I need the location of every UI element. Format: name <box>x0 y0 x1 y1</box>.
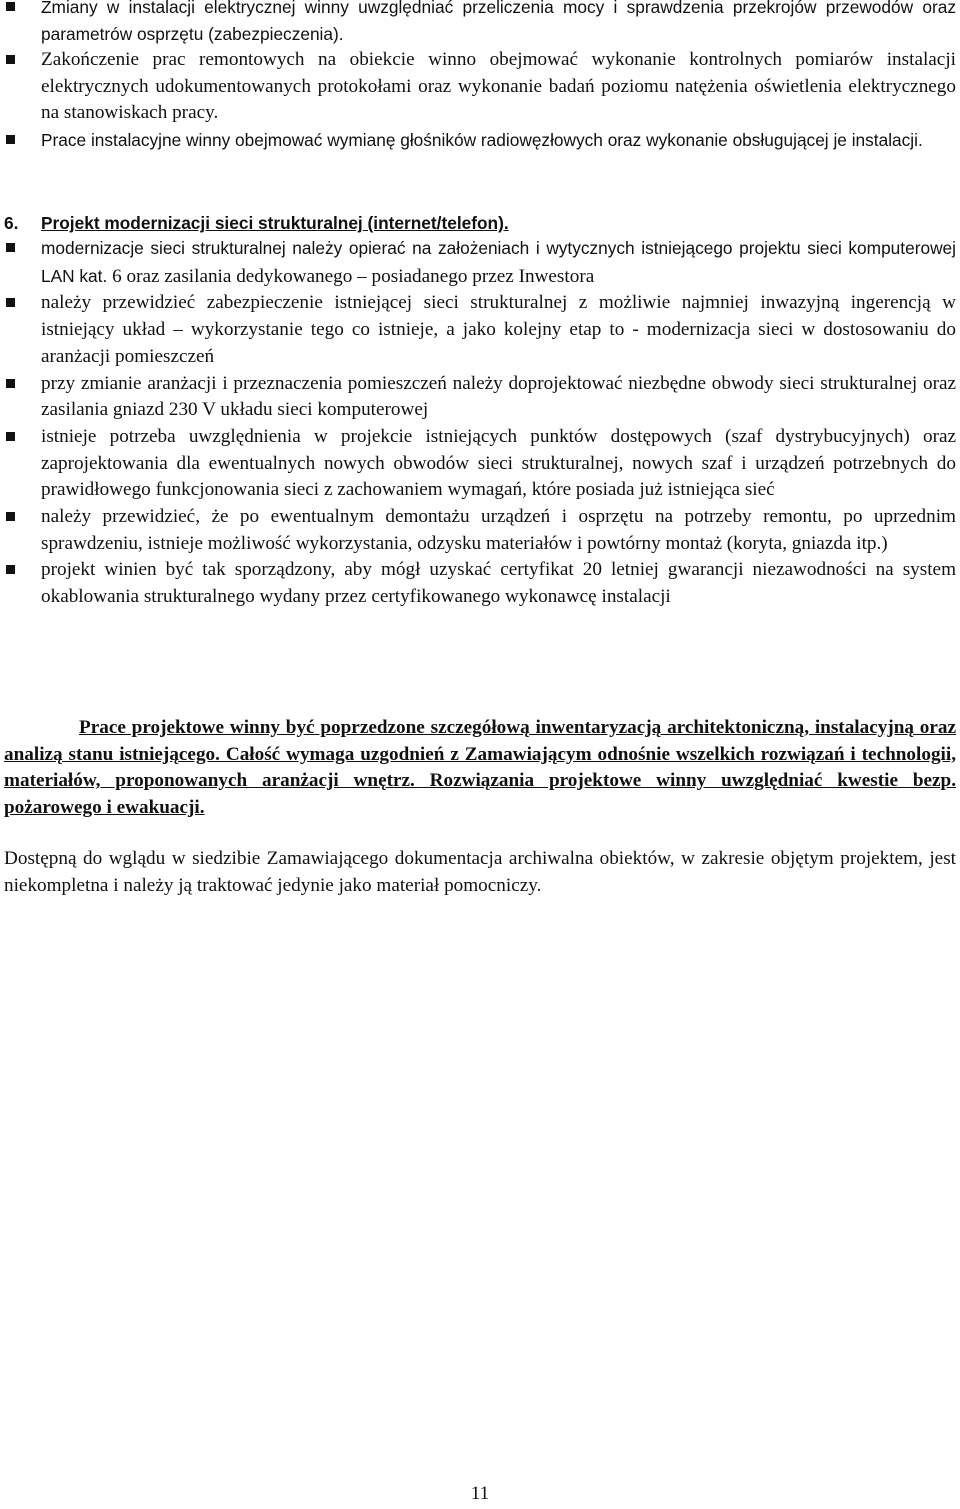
section-number: 6. <box>4 213 19 233</box>
list-item-text: modernizacje sieci strukturalnej należy opierać na założeniach i wytycznych istniejącego projektu sieci komputerowej LAN kat. <box>41 238 956 286</box>
list-item <box>4 47 956 127</box>
list-item-text: należy przewidzieć zabezpieczenie istniejącej sieci strukturalnej z możliwie najmniej inwazyjną ingerencją w istniejący układ – wykorzystanie tego co istnieje, a jako kolejny etap to - modernizacja sieci w dostosowaniu do aranżacji pomieszczeń <box>41 292 956 367</box>
section-heading <box>4 210 956 236</box>
list-item-text: istnieje potrzeba uwzględnienia w projekcie istniejących punktów dostępowych (szaf dystrybucyjnych) oraz zaprojektowania dla ewentualnych nowych obwodów sieci strukturalnej, nowych szaf i urządzeń potrzebnych do prawidłowego funkcjonowania sieci z zachowaniem wymagań, które posiada już istniejąca sieć <box>41 425 956 501</box>
square-bullet-icon <box>6 55 15 64</box>
electrical-requirements-list <box>4 0 956 153</box>
list-item-text: Prace instalacyjne winny obejmować wymianę głośników radiowęzłowych oraz wykonanie obsługującej je instalacji. <box>41 129 923 150</box>
square-bullet-icon <box>6 432 15 441</box>
list-item <box>4 557 956 610</box>
list-item <box>4 504 956 557</box>
list-item-text: projekt winien być tak sporządzony, aby mógł uzyskać certyfikat 20 letniej gwarancji niezawodności na system okablowania strukturalnego wydany przez certyfikowanego wykonawcę instalacji <box>41 559 956 608</box>
list-item <box>4 424 956 504</box>
list-item <box>4 0 956 47</box>
square-bullet-icon <box>6 2 15 11</box>
list-item-text-continued: 6 oraz zasilania dedykowanego – posiadanego przez Inwestora <box>107 265 595 287</box>
list-item <box>4 371 956 424</box>
list-item-text: Zakończenie prac remontowych na obiekcie winno obejmować wykonanie kontrolnych pomiarów instalacji elektrycznych udokumentowanych protokołami oraz wykonanie badań poziomu natężenia oświetlenia elektrycznego na stanowiskach pracy. <box>41 49 956 123</box>
list-item <box>4 127 956 154</box>
network-requirements-list <box>4 235 956 611</box>
list-item-text: przy zmianie aranżacji i przeznaczenia pomieszczeń należy doprojektować niezbędne obwody sieci strukturalnej oraz zasilania gniazd 230 V układu sieci komputerowej <box>41 372 956 421</box>
page-number: 11 <box>470 1483 490 1504</box>
square-bullet-icon <box>6 243 15 252</box>
square-bullet-icon <box>6 512 15 521</box>
requirements-notice-paragraph: Prace projektowe winny być poprzedzone szczegółową inwentaryzacją architektoniczną, instalacyjną oraz analizą stanu istniejącego. Całość wymaga uzgodnień z Zamawiającym odnośnie wszelkich rozwiązań i technologii, materiałów, proponowanych aranżacji wnętrz. Rozwiązania projektowe winny uwzględniać kwestie bezp. pożarowego i ewakuacji. <box>4 717 956 818</box>
archival-documentation-paragraph: Dostępną do wglądu w siedzibie Zamawiającego dokumentacja archiwalna obiektów, w zakresie objętym projektem, jest niekompletna i należy ją traktować jedynie jako materiał pomocniczy. <box>4 848 956 896</box>
square-bullet-icon <box>6 379 15 388</box>
square-bullet-icon <box>6 298 15 307</box>
list-item <box>4 290 956 370</box>
square-bullet-icon <box>6 135 15 144</box>
section-title: Projekt modernizacji sieci strukturalnej (internet/telefon). <box>41 213 509 233</box>
list-item-text: należy przewidzieć, że po ewentualnym demontażu urządzeń i osprzętu na potrzeby remontu, po uprzednim sprawdzeniu, istnieje możliwość wykorzystania, odzysku materiałów i powtórny montaż (koryta, gniazda itp.) <box>41 506 956 554</box>
list-item <box>4 235 956 290</box>
square-bullet-icon <box>6 565 15 574</box>
list-item-text: Zmiany w instalacji elektrycznej winny uwzględniać przeliczenia mocy i sprawdzenia przekrojów przewodów oraz parametrów osprzętu (zabezpieczenia). <box>41 0 956 44</box>
